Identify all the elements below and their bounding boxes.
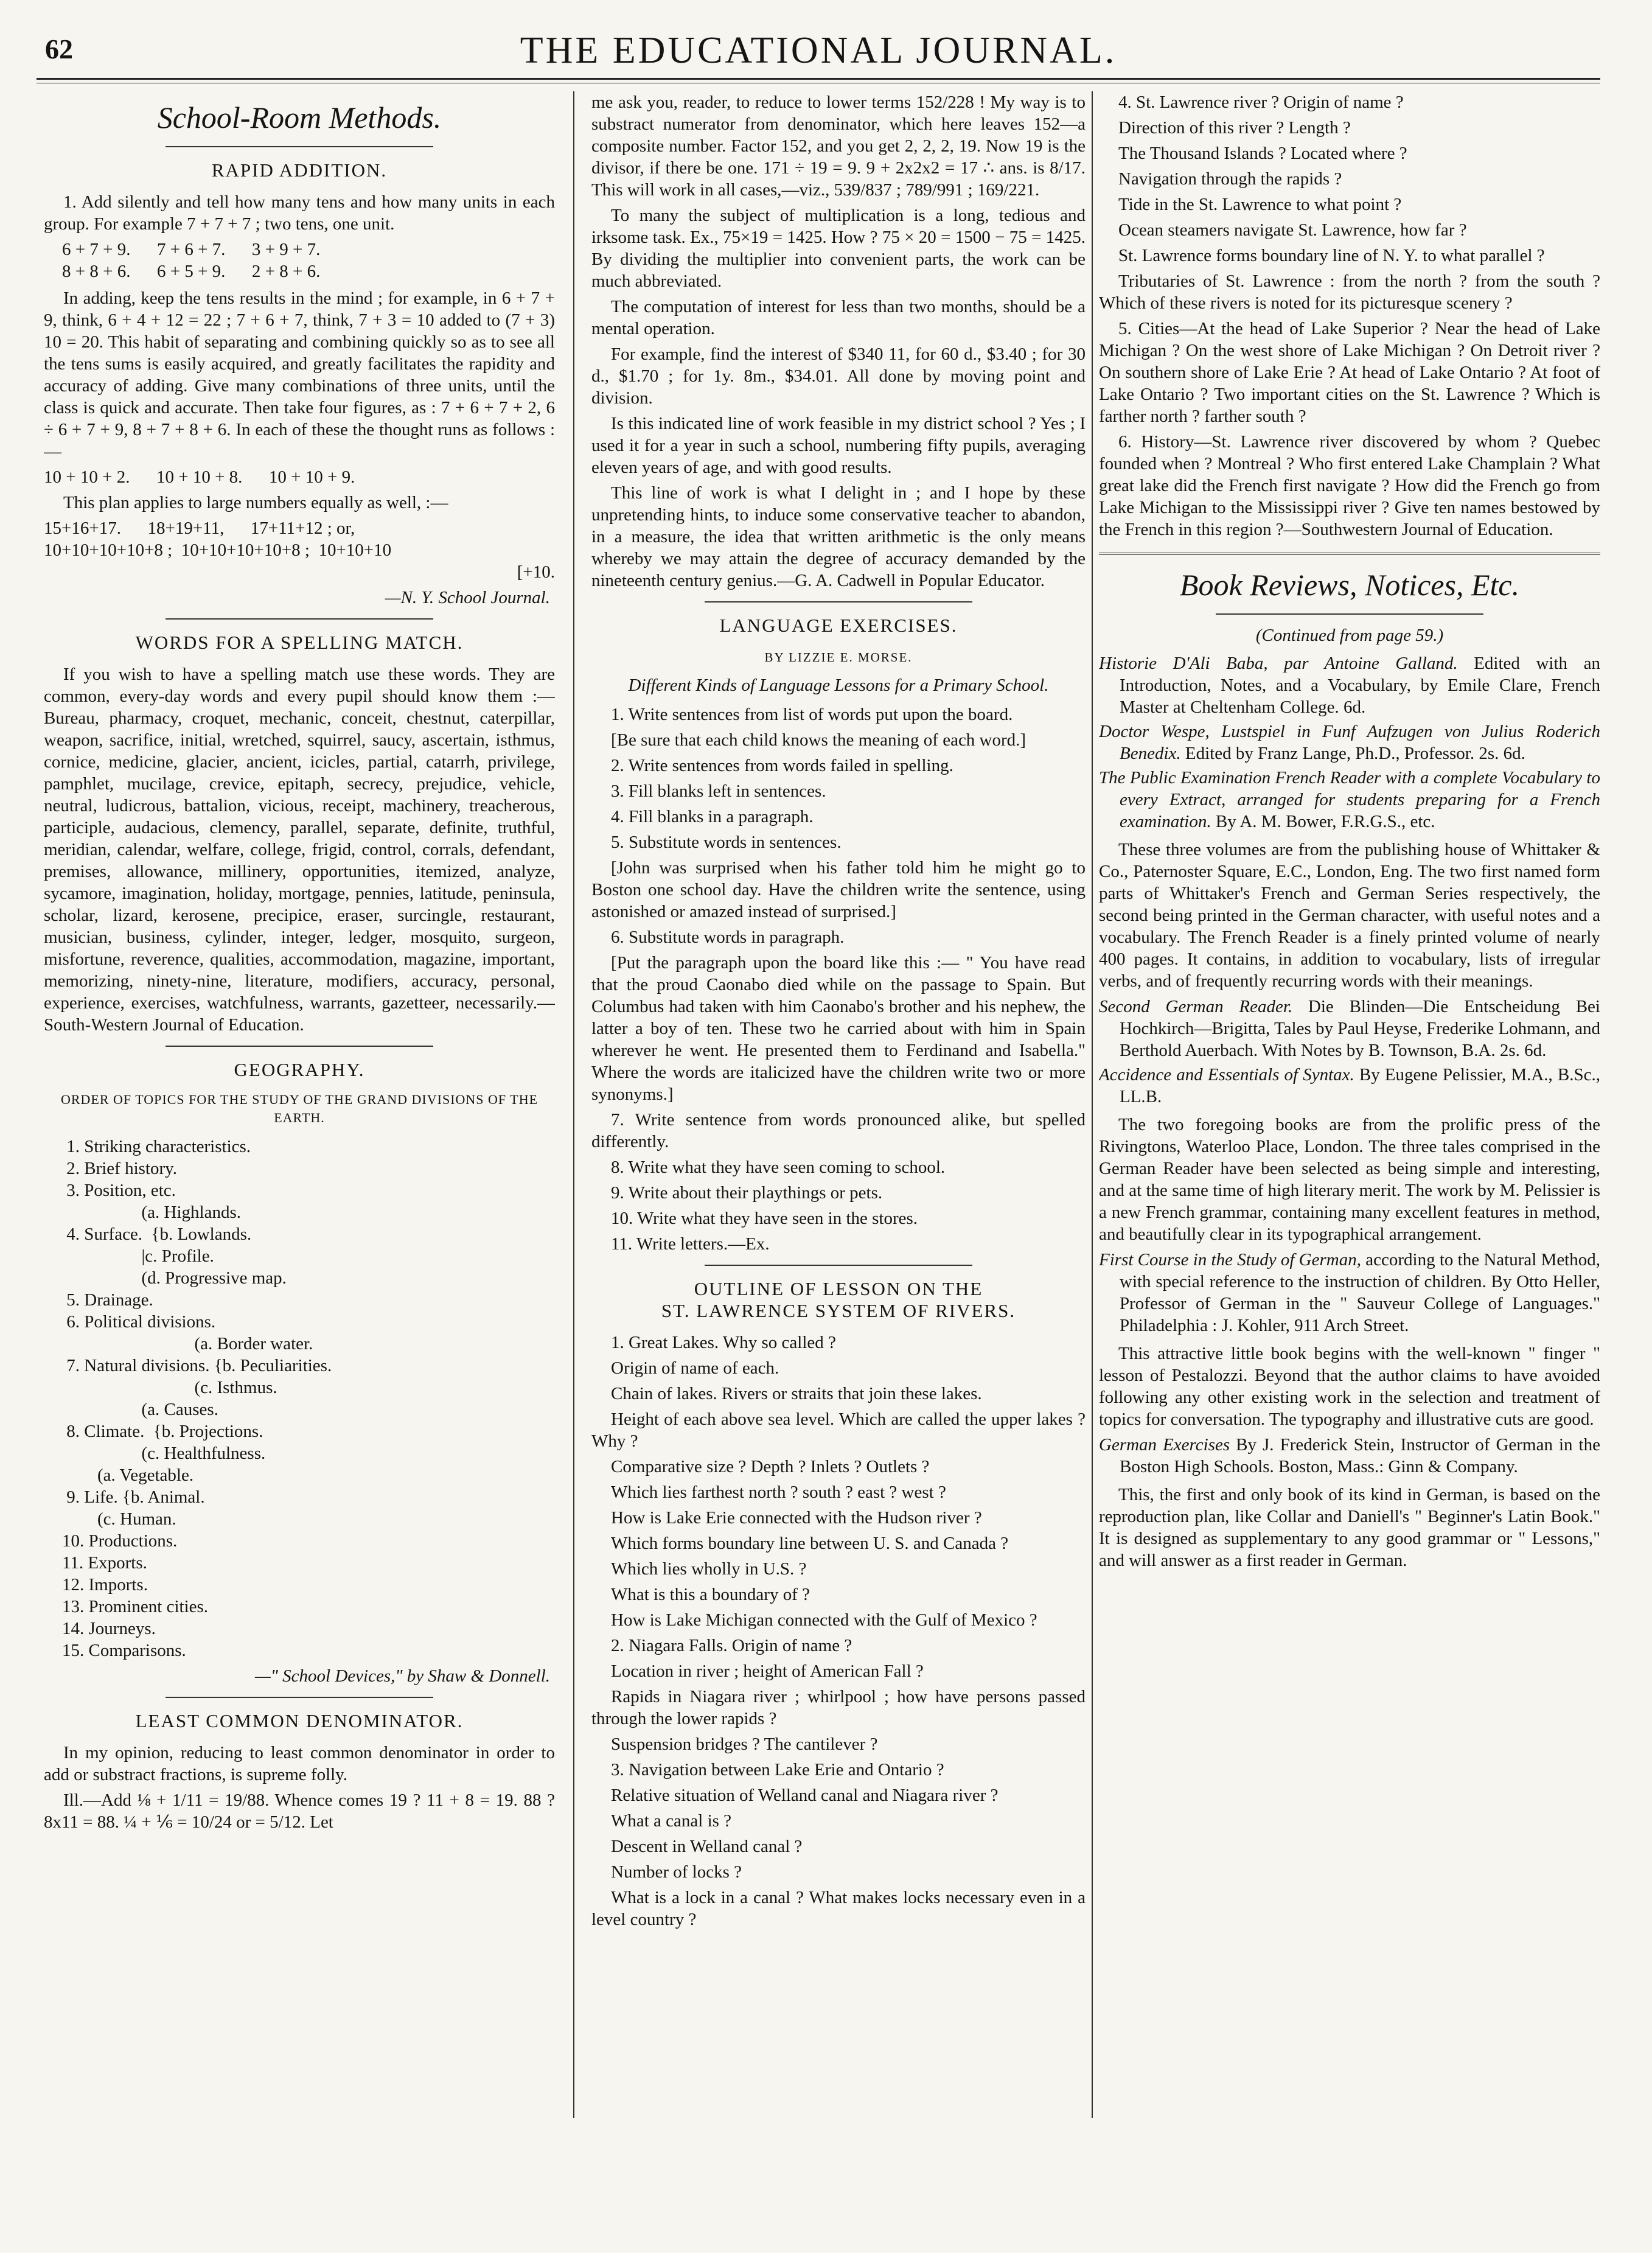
section-rule bbox=[1216, 613, 1483, 615]
section-rule bbox=[166, 146, 433, 147]
review-title: Accidence and Essentials of Syntax. bbox=[1099, 1065, 1354, 1085]
list-item: 6. History—St. Lawrence river discovered by whom ? Quebec founded when ? Montreal ? Who first entered Lake Champlain ? What great lake did the French first navigate ? How did the French go from Lake Michigan to the Mississippi river ? Give ten names bestowed by the French in this region ?—Southwestern Journal of Education. bbox=[1099, 432, 1600, 539]
review-details: By Eugene Pelissier, M.A., B.Sc., LL.B. bbox=[1120, 1065, 1600, 1106]
list-item: Which forms boundary line between U. S. and Canada ? bbox=[611, 1534, 1009, 1553]
lcd-continued-paragraph: For example, find the interest of $340 11, for 60 d., $3.40 ; for 30 d., $1.70 ; for 1y. 8m., $34.01. All done by moving point and division. bbox=[591, 344, 1086, 408]
list-item: The Thousand Islands ? Located where ? bbox=[1118, 144, 1407, 163]
outline-continued-list bbox=[1099, 91, 1600, 540]
list-item: 2. Write sentences from words failed in spelling. bbox=[611, 756, 953, 775]
outline-heading: ST. LAWRENCE SYSTEM OF RIVERS. bbox=[661, 1300, 1016, 1321]
list-item: 6. Substitute words in paragraph. bbox=[611, 927, 845, 947]
review-entry bbox=[1099, 721, 1600, 764]
spelling-match-paragraph: If you wish to have a spelling match use these words. They are common, every-day words and every pupil should know them :—Bureau, pharmacy, croquet, mechanic, conceit, chestnut, caterpillar, weapon, sacrifice, initial, wretched, squirrel, saucy, ascertain, isthmus, cornice, medicine, glacier, ancient, icicles, partial, catarrh, privilege, pamphlet, mucilage, crevice, epitaph, secrecy, prejudice, vehicle, neutral, ludicrous, battalion, vicious, receipt, machinery, treacherous, participle, audacious, clemency, parallel, separate, definite, truthful, meridian, calendar, welfare, college, frigid, control, corrals, defendant, premises, allowance, millinery, opportunities, itemized, analyze, sycamore, imagination, holiday, mortgage, pennies, latitude, peninsula, scholar, lizard, kerosene, precipice, eraser, surcingle, restaurant, musician, business, cylinder, integer, ledger, mosquito, surgeon, misfortune, reverence, qualities, accommodation, magazine, important, memorizing, ninety-nine, literature, modifiers, accuracy, personal, experience, exercises, watchfulness, warrants, gazetteer, necessarily.—South-Western Journal of Education. bbox=[44, 665, 555, 1035]
list-item: Which lies farthest north ? south ? east ? west ? bbox=[611, 1483, 946, 1502]
list-item: (c. Human. bbox=[62, 1509, 176, 1529]
list-item: What is this a boundary of ? bbox=[611, 1585, 810, 1604]
review-entry bbox=[1099, 1434, 1600, 1478]
list-item: Descent in Welland canal ? bbox=[611, 1837, 803, 1856]
review-details: By A. M. Bower, F.R.G.S., etc. bbox=[1211, 812, 1435, 831]
review-details: Edited by Franz Lange, Ph.D., Professor. 2s. 6d. bbox=[1180, 744, 1525, 763]
rapid-addition-heading: RAPID ADDITION. bbox=[211, 159, 388, 181]
lcd-paragraph: Ill.—Add ⅛ + 1/11 = 19/88. Whence comes 19 ? 11 + 8 = 19. 88 ? 8x11 = 88. ¼ + ⅙ = 10/24 or = 5/12. Let bbox=[44, 1790, 555, 1832]
list-item: What a canal is ? bbox=[611, 1811, 732, 1831]
review-entry bbox=[1099, 1064, 1600, 1108]
list-item: 12. Imports. bbox=[62, 1575, 148, 1595]
list-item: 10. Write what they have seen in the stores. bbox=[611, 1209, 918, 1228]
language-subheading: Different Kinds of Language Lessons for a Primary School. bbox=[628, 676, 1049, 695]
review-paragraph: This, the first and only book of its kind in German, is based on the reproduction plan, like Collar and Daniell's " Beginner's Latin Book." It is designed as supplementary to any good grammar or " Lessons," and will answer as a first reader in German. bbox=[1099, 1485, 1600, 1570]
lcd-heading: LEAST COMMON DENOMINATOR. bbox=[135, 1710, 464, 1731]
review-title: Second German Reader. bbox=[1099, 997, 1293, 1016]
list-item: (c. Healthfulness. bbox=[62, 1444, 266, 1463]
book-reviews-heading: Book Reviews, Notices, Etc. bbox=[1179, 568, 1520, 602]
list-item: 1. Striking characteristics. bbox=[62, 1137, 251, 1156]
section-rule bbox=[166, 1046, 433, 1047]
list-item: Which lies wholly in U.S. ? bbox=[611, 1559, 807, 1579]
list-item: 11. Exports. bbox=[62, 1553, 147, 1573]
list-item: 10. Productions. bbox=[62, 1531, 178, 1551]
list-item: Chain of lakes. Rivers or straits that join these lakes. bbox=[611, 1384, 982, 1403]
list-item: |c. Profile. bbox=[62, 1246, 214, 1266]
list-item: Ocean steamers navigate St. Lawrence, how far ? bbox=[1118, 220, 1467, 240]
spelling-match-heading: WORDS FOR A SPELLING MATCH. bbox=[135, 632, 464, 653]
list-item: Tributaries of St. Lawrence : from the north ? from the south ? Which of these rivers is noted for its picturesque scenery ? bbox=[1099, 271, 1600, 313]
geography-topic-list bbox=[62, 1136, 555, 1661]
list-item: 11. Write letters.—Ex. bbox=[611, 1234, 770, 1254]
list-item: 14. Journeys. bbox=[62, 1619, 156, 1638]
list-item: 2. Niagara Falls. Origin of name ? bbox=[611, 1636, 852, 1655]
column-divider bbox=[573, 91, 574, 2118]
list-item: 3. Position, etc. bbox=[62, 1181, 176, 1200]
byline: BY LIZZIE E. MORSE. bbox=[764, 650, 913, 665]
list-item: [John was surprised when his father told him he might go to Boston one school day. Have the children write the sentence, using astonished or amazed instead of surprised.] bbox=[591, 858, 1086, 921]
review-entry bbox=[1099, 996, 1600, 1061]
list-item: Suspension bridges ? The cantilever ? bbox=[611, 1734, 878, 1754]
list-item: Comparative size ? Depth ? Inlets ? Outlets ? bbox=[611, 1457, 930, 1476]
outline-question-list bbox=[591, 1332, 1086, 1930]
list-item: [Put the paragraph upon the board like this :— " You have read that the proud Caonabo died while on the passage to Spain. But Columbus had taken with him Caonabo's brother and his nephew, the latter a boy of ten. These two he carried about with him in Spain wherever he went. He presented them to Ferdinand and Isabella." Where the words are italicized have the children write two or more synonyms.] bbox=[591, 953, 1086, 1104]
section-rule bbox=[705, 601, 972, 603]
review-title: Historie D'Ali Baba, par Antoine Galland. bbox=[1099, 654, 1458, 673]
list-item: 6. Political divisions. bbox=[62, 1312, 216, 1332]
review-paragraph: The two foregoing books are from the prolific press of the Rivingtons, Waterloo Place, London. The three tales comprised in the German Reader have been selected as being simple and interesting, and at the same time of high literary merit. The work by M. Pelissier is a new French grammar, containing many excellent features in method, and beautifully clear in its typographical arrangement. bbox=[1099, 1115, 1600, 1244]
rapid-addition-paragraph: In adding, keep the tens results in the mind ; for example, in 6 + 7 + 9, think, 6 + 4 + 12 = 22 ; 7 + 6 + 7, think, 7 + 3 = 10 added to (7 + 3) 10 = 20. This habit of separating and combining quickly so as to see all the tens sums is easily acquired, and greatly facilitates the rapidity and accuracy of adding. Give many combinations of three units, until the class is quick and accurate. Then take four figures, as : 7 + 6 + 7 + 2, 6 ÷ 6 + 7 + 9, 8 + 7 + 8 + 6. In each of these the thought runs as follows :— bbox=[44, 288, 555, 461]
list-item: 9. Write about their playthings or pets. bbox=[611, 1183, 883, 1203]
list-item: 2. Brief history. bbox=[62, 1159, 178, 1178]
list-item: 7. Write sentence from words pronounced alike, but spelled differently. bbox=[591, 1110, 1086, 1151]
list-item: 13. Prominent cities. bbox=[62, 1597, 209, 1616]
list-item: Tide in the St. Lawrence to what point ? bbox=[1118, 195, 1402, 214]
list-item: What is a lock in a canal ? What makes locks necessary even in a level country ? bbox=[591, 1888, 1086, 1929]
list-item: Height of each above sea level. Which are called the upper lakes ? Why ? bbox=[591, 1409, 1086, 1451]
list-item: Direction of this river ? Length ? bbox=[1118, 118, 1351, 138]
list-item: Relative situation of Welland canal and Niagara river ? bbox=[611, 1786, 999, 1805]
review-details: Die Blinden—Die Entscheidung Bei Hochkirch—Brigitta, Tales by Paul Heyse, Frederike Lohmann, and Berthold Auerbach. With Notes by B. Townson, B.A. 2s. 6d. bbox=[1120, 997, 1600, 1060]
review-details: according to the Natural Method, with special reference to the instruction of children. By Otto Heller, Professor of German in the " Sauveur College of Languages." Philadelphia : J. Kohler, 911 Arch Street. bbox=[1120, 1250, 1600, 1335]
list-item: Number of locks ? bbox=[611, 1862, 742, 1882]
page-number: 62 bbox=[45, 33, 73, 65]
example-line: 6 + 7 + 9. 7 + 6 + 7. 3 + 9 + 7. bbox=[62, 240, 321, 259]
list-item: 7. Natural divisions. {b. Peculiarities. bbox=[62, 1356, 332, 1375]
rapid-addition-paragraph: 1. Add silently and tell how many tens and how many units in each group. For example 7 + 7 + 7 ; two tens, one unit. bbox=[44, 192, 555, 234]
section-rule bbox=[166, 618, 433, 620]
column-left bbox=[44, 91, 555, 2118]
example-line: 10 + 10 + 2. 10 + 10 + 8. 10 + 10 + 9. bbox=[44, 467, 355, 487]
lcd-continued-paragraph: Is this indicated line of work feasible in my district school ? Yes ; I used it for a year in such a school, numbering fifty pupils, averaging eleven years of age, and with good results. bbox=[591, 414, 1086, 477]
review-entry bbox=[1099, 767, 1600, 833]
review-entry bbox=[1099, 652, 1600, 718]
list-item: How is Lake Michigan connected with the Gulf of Mexico ? bbox=[611, 1610, 1037, 1630]
continued-note: (Continued from page 59.) bbox=[1255, 626, 1444, 645]
column-right bbox=[1099, 91, 1600, 2118]
review-entry bbox=[1099, 1249, 1600, 1336]
list-item: (d. Progressive map. bbox=[62, 1268, 287, 1288]
review-details: Edited with an Introduction, Notes, and a Vocabulary, by Emile Clare, French Master at Cheltenham College. 6d. bbox=[1120, 654, 1600, 717]
example-line: [+10. bbox=[517, 562, 555, 582]
list-item: Rapids in Niagara river ; whirlpool ; how have persons passed through the lower rapids ? bbox=[591, 1687, 1086, 1728]
lcd-continued-paragraph: This line of work is what I delight in ; and I hope by these unpretending hints, to induce some conservative teacher to abandon, in a measure, the idea that written arithmetic is the only means whereby we may attain the degree of accuracy demanded by the nineteenth century genius.—G. A. Cadwell in Popular Educator. bbox=[591, 483, 1086, 590]
list-item: 15. Comparisons. bbox=[62, 1641, 186, 1660]
column-divider bbox=[1092, 91, 1093, 2118]
section-rule-double bbox=[1099, 553, 1600, 555]
review-title: Doctor Wespe, Lustspiel in Funf Aufzugen von Julius Roderich Benedix. bbox=[1099, 722, 1600, 763]
list-item: [Be sure that each child knows the meaning of each word.] bbox=[611, 730, 1026, 750]
list-item: 5. Substitute words in sentences. bbox=[611, 833, 842, 852]
lcd-paragraph: In my opinion, reducing to least common denominator in order to add or substract fractions, is supreme folly. bbox=[44, 1743, 555, 1784]
list-item: 5. Cities—At the head of Lake Superior ? Near the head of Lake Michigan ? On the west shore of Lake Michigan ? On Detroit river ? On southern shore of Lake Erie ? At head of Lake Ontario ? At foot of Lake Ontario ? Two important cities on the St. Lawrence ? Which is farther north ? farther south ? bbox=[1099, 319, 1600, 426]
list-item: 9. Life. {b. Animal. bbox=[62, 1487, 205, 1507]
geography-heading: GEOGRAPHY. bbox=[234, 1059, 365, 1080]
list-item: Navigation through the rapids ? bbox=[1118, 169, 1342, 189]
list-item: 8. Write what they have seen coming to school. bbox=[611, 1158, 946, 1177]
example-line: 8 + 8 + 6. 6 + 5 + 9. 2 + 8 + 6. bbox=[62, 262, 321, 281]
review-title: First Course in the Study of German, bbox=[1099, 1250, 1361, 1270]
page-header bbox=[37, 29, 1600, 78]
list-item: 3. Navigation between Lake Erie and Ontario ? bbox=[611, 1760, 944, 1780]
list-item: 4. St. Lawrence river ? Origin of name ? bbox=[1118, 93, 1404, 112]
language-exercises-heading: LANGUAGE EXERCISES. bbox=[719, 615, 958, 636]
geography-subheading: ORDER OF TOPICS FOR THE STUDY OF THE GRAND DIVISIONS OF THE EARTH. bbox=[60, 1092, 538, 1125]
lcd-continued-paragraph: To many the subject of multiplication is a long, tedious and irksome task. Ex., 75×19 = 1425. How ? 75 × 20 = 1500 − 75 = 1425. By dividing the multiplier into convenient parts, the work can be much abbreviated. bbox=[591, 206, 1086, 291]
lcd-continued-paragraph: The computation of interest for less than two months, should be a mental operation. bbox=[591, 297, 1086, 338]
list-item: (a. Highlands. bbox=[62, 1203, 241, 1222]
list-item: 4. Fill blanks in a paragraph. bbox=[611, 807, 814, 826]
review-paragraph: This attractive little book begins with the well-known " finger " lesson of Pestalozzi. Beyond that the author claims to have avoided following any other existing work in the selection and treatment of topics for conversation. The typography and illustrative cuts are good. bbox=[1099, 1344, 1600, 1429]
list-item: 1. Write sentences from list of words put upon the board. bbox=[611, 705, 1013, 724]
attribution: —N. Y. School Journal. bbox=[385, 588, 550, 607]
list-item: 5. Drainage. bbox=[62, 1290, 153, 1310]
rapid-addition-paragraph: This plan applies to large numbers equally as well, :— bbox=[63, 493, 448, 512]
list-item: 4. Surface. {b. Lowlands. bbox=[62, 1224, 252, 1244]
list-item: 8. Climate. {b. Projections. bbox=[62, 1422, 263, 1441]
list-item: (c. Isthmus. bbox=[62, 1378, 277, 1397]
review-title: The Public Examination French Reader with a complete Vocabulary to every Extract, arranged for students preparing for a French examination. bbox=[1099, 768, 1600, 831]
column-middle bbox=[591, 91, 1086, 2118]
header-rule bbox=[37, 78, 1600, 80]
list-item: 1. Great Lakes. Why so called ? bbox=[611, 1333, 836, 1352]
list-item: (a. Causes. bbox=[62, 1400, 218, 1419]
list-item: Location in river ; height of American Fall ? bbox=[611, 1661, 924, 1681]
list-item: (a. Border water. bbox=[62, 1334, 313, 1354]
list-item: Origin of name of each. bbox=[611, 1358, 779, 1378]
example-line: 15+16+17. 18+19+11, 17+11+12 ; or, bbox=[44, 519, 355, 538]
review-details: By J. Frederick Stein, Instructor of German in the Boston High Schools. Boston, Mass.: Ginn & Company. bbox=[1120, 1435, 1600, 1476]
review-title: German Exercises bbox=[1099, 1435, 1230, 1455]
section-rule bbox=[166, 1697, 433, 1698]
example-line: 10+10+10+10+8 ; 10+10+10+10+8 ; 10+10+10 bbox=[44, 540, 392, 560]
list-item: 3. Fill blanks left in sentences. bbox=[611, 781, 826, 801]
lcd-continued-paragraph: me ask you, reader, to reduce to lower terms 152/228 ! My way is to substract numerator from denominator, which here leaves 152—a composite number. Factor 152, and you get 2, 2, 2, 19. Now 19 is the divisor, if there be one. 171 ÷ 19 = 9. 9 + 2x2x2 = 17 ∴ ans. is 8/17. This will work in all cases,—viz., 539/837 ; 789/991 ; 169/221. bbox=[591, 93, 1086, 200]
attribution: —" School Devices," by Shaw & Donnell. bbox=[254, 1666, 550, 1686]
review-paragraph: These three volumes are from the publishing house of Whittaker & Co., Paternoster Square, E.C., London, Eng. The two first named form parts of Whittaker's French and German Series respectively, the second being printed in the German character, with useful notes and a vocabulary. The French Reader is a finely printed volume of nearly 400 pages. It contains, in addition to vocabulary, lists of irregular verbs, and of frequently recurring words with their meanings. bbox=[1099, 840, 1600, 991]
list-item: How is Lake Erie connected with the Hudson river ? bbox=[611, 1508, 982, 1528]
school-room-methods-heading: School-Room Methods. bbox=[157, 100, 442, 134]
list-item: (a. Vegetable. bbox=[62, 1465, 194, 1485]
outline-heading: OUTLINE OF LESSON ON THE bbox=[694, 1278, 983, 1299]
language-exercise-list bbox=[591, 704, 1086, 1255]
journal-title: THE EDUCATIONAL JOURNAL. bbox=[520, 30, 1117, 71]
list-item: St. Lawrence forms boundary line of N. Y. to what parallel ? bbox=[1118, 246, 1545, 265]
section-rule bbox=[705, 1265, 972, 1266]
